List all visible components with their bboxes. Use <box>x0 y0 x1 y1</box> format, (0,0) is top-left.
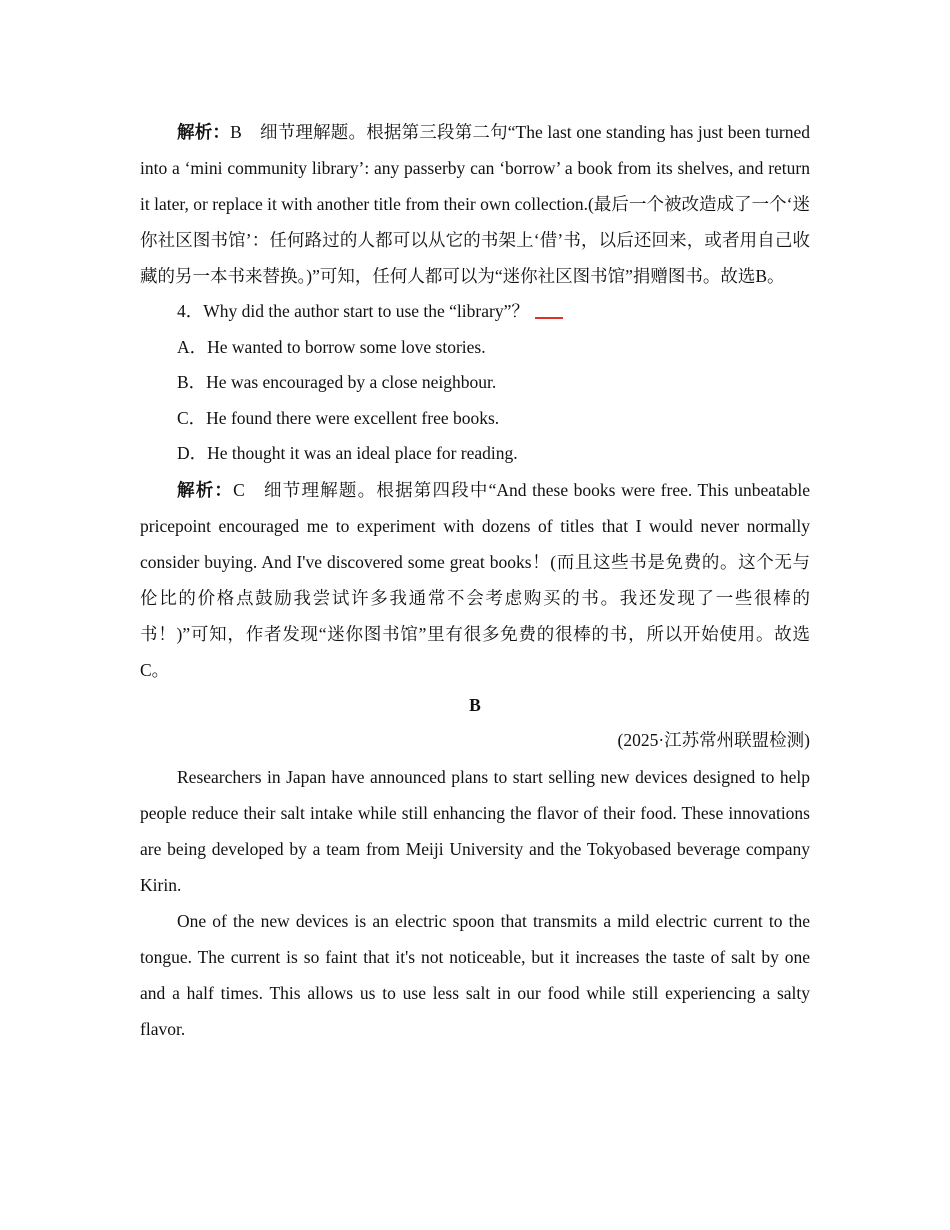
section-heading: B <box>469 694 481 715</box>
option-b: B．He was encouraged by a close neighbour. <box>177 372 497 392</box>
option-a: A．He wanted to borrow some love stories. <box>177 336 486 357</box>
analysis-text: 细节理解题。根据第三段第二句“The last one standing has just been turned into a ‘mini community library’: any passerby can ‘borrow’ a book from its shelves, and return it later, or replace it with another title from their own collection.(最后一个被改造成了一个‘迷你社区图书馆’：任何路过的人都可以从它的书架上‘借’书，以后还回来，或者用自己收藏的另一本书来替换。)”可知，任何人都可以为“迷你社区图书馆”捐赠图书。故选B。 <box>140 122 811 286</box>
source-note: (2025·江苏常州联盟检测) <box>617 730 810 750</box>
analysis-answer: C <box>233 479 245 500</box>
analysis-4 <box>140 472 810 688</box>
option-d: D．He thought it was an ideal place for reading. <box>177 443 518 463</box>
question-4-stem: 4．Why did the author start to use the “library”？ <box>140 294 810 330</box>
analysis-3 <box>140 114 810 294</box>
analysis-label: 解析： <box>177 122 231 142</box>
analysis-label: 解析： <box>177 479 234 500</box>
document-page <box>140 114 810 1047</box>
analysis-answer: B <box>230 122 242 142</box>
passage-paragraph-2: One of the new devices is an electric spoon that transmits a mild electric current to the tongue. The current is so faint that it's not noticeable, but it increases the taste of salt by one and a half times. This allows us to use less salt in our food while still experiencing a salty flavor. <box>140 910 810 1039</box>
option-c: C．He found there were excellent free books. <box>177 407 500 428</box>
answer-blank <box>535 303 563 319</box>
analysis-text: 细节理解题。根据第四段中“And these books were free. This unbeatable pricepoint encouraged me to experiment with dozens of titles that I would never normally consider buying. And I've discovered some great books！(而且这些书是免费的。这个无与伦比的价格点鼓励我尝试许多我通常不会考虑购买的书。我还发现了一些很棒的书！)”可知，作者发现“迷你图书馆”里有很多免费的很棒的书，所以开始使用。故选C。 <box>140 479 811 680</box>
passage-paragraph-1: Researchers in Japan have announced plans to start selling new devices designed to help people reduce their salt intake while still enhancing the flavor of their food. These innovations are being developed by a team from Meiji University and the Tokyobased beverage company Kirin. <box>140 766 810 895</box>
